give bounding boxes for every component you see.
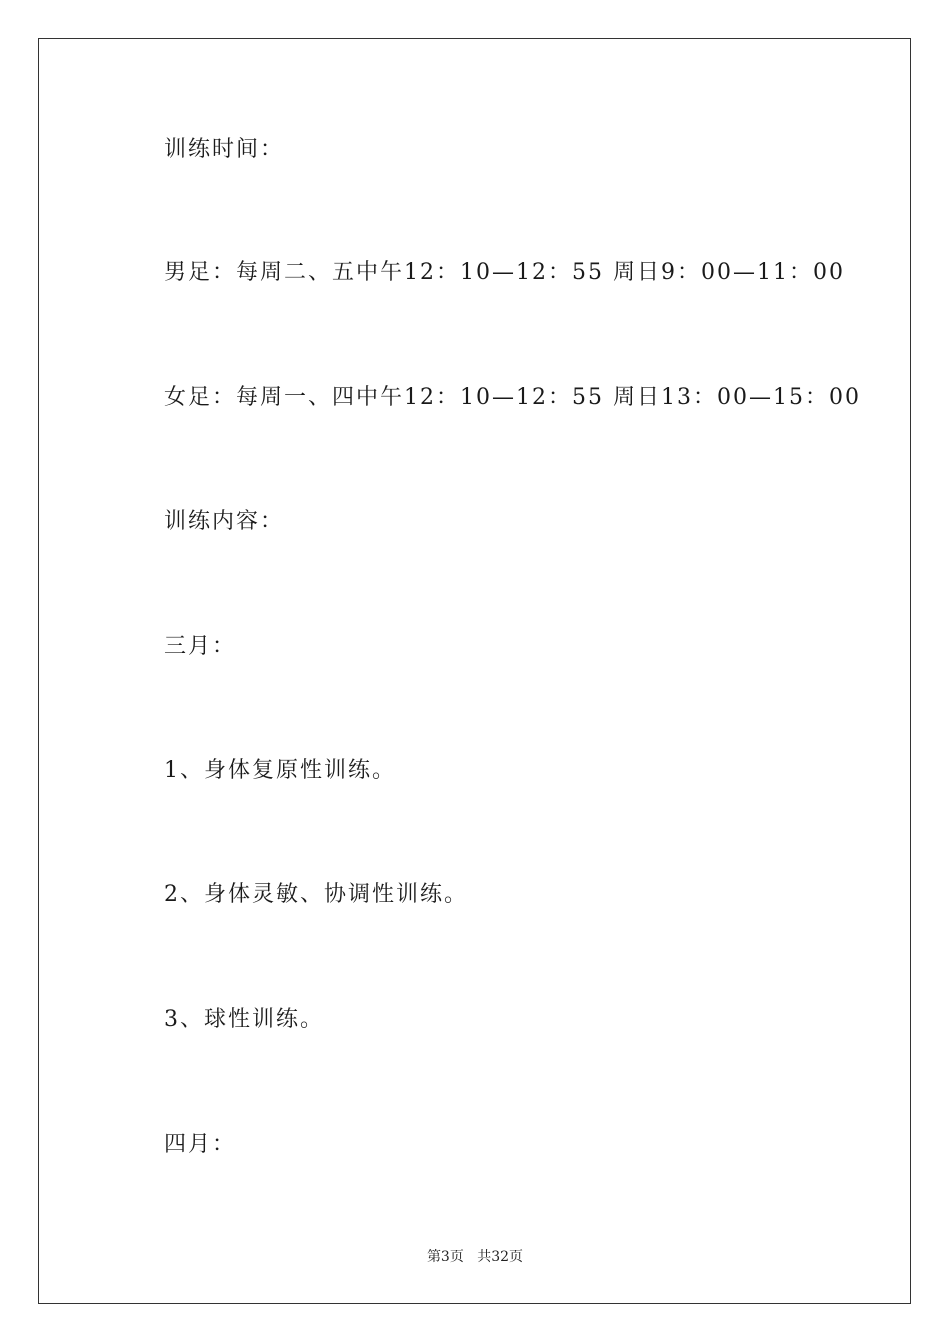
heading-april: 四月： bbox=[164, 1132, 237, 1157]
heading-march: 三月： bbox=[164, 634, 237, 659]
mens-schedule-line: 男足：每周二、五中午12：10—12：55 周日9：00—11：00 bbox=[164, 260, 845, 285]
page-frame bbox=[38, 38, 911, 1304]
page-total: 共32页 bbox=[477, 1249, 524, 1265]
list-item: 1、身体复原性训练。 bbox=[164, 758, 396, 783]
womens-schedule-line: 女足：每周一、四中午12：10—12：55 周日13：00—15：00 bbox=[164, 385, 861, 410]
page-number: 第3页 bbox=[426, 1249, 464, 1265]
page-footer bbox=[0, 1248, 950, 1266]
heading-training-time: 训练时间： bbox=[164, 137, 285, 162]
list-item: 2、身体灵敏、协调性训练。 bbox=[164, 882, 468, 907]
heading-training-content: 训练内容： bbox=[164, 509, 285, 534]
list-item: 3、球性训练。 bbox=[164, 1007, 324, 1032]
